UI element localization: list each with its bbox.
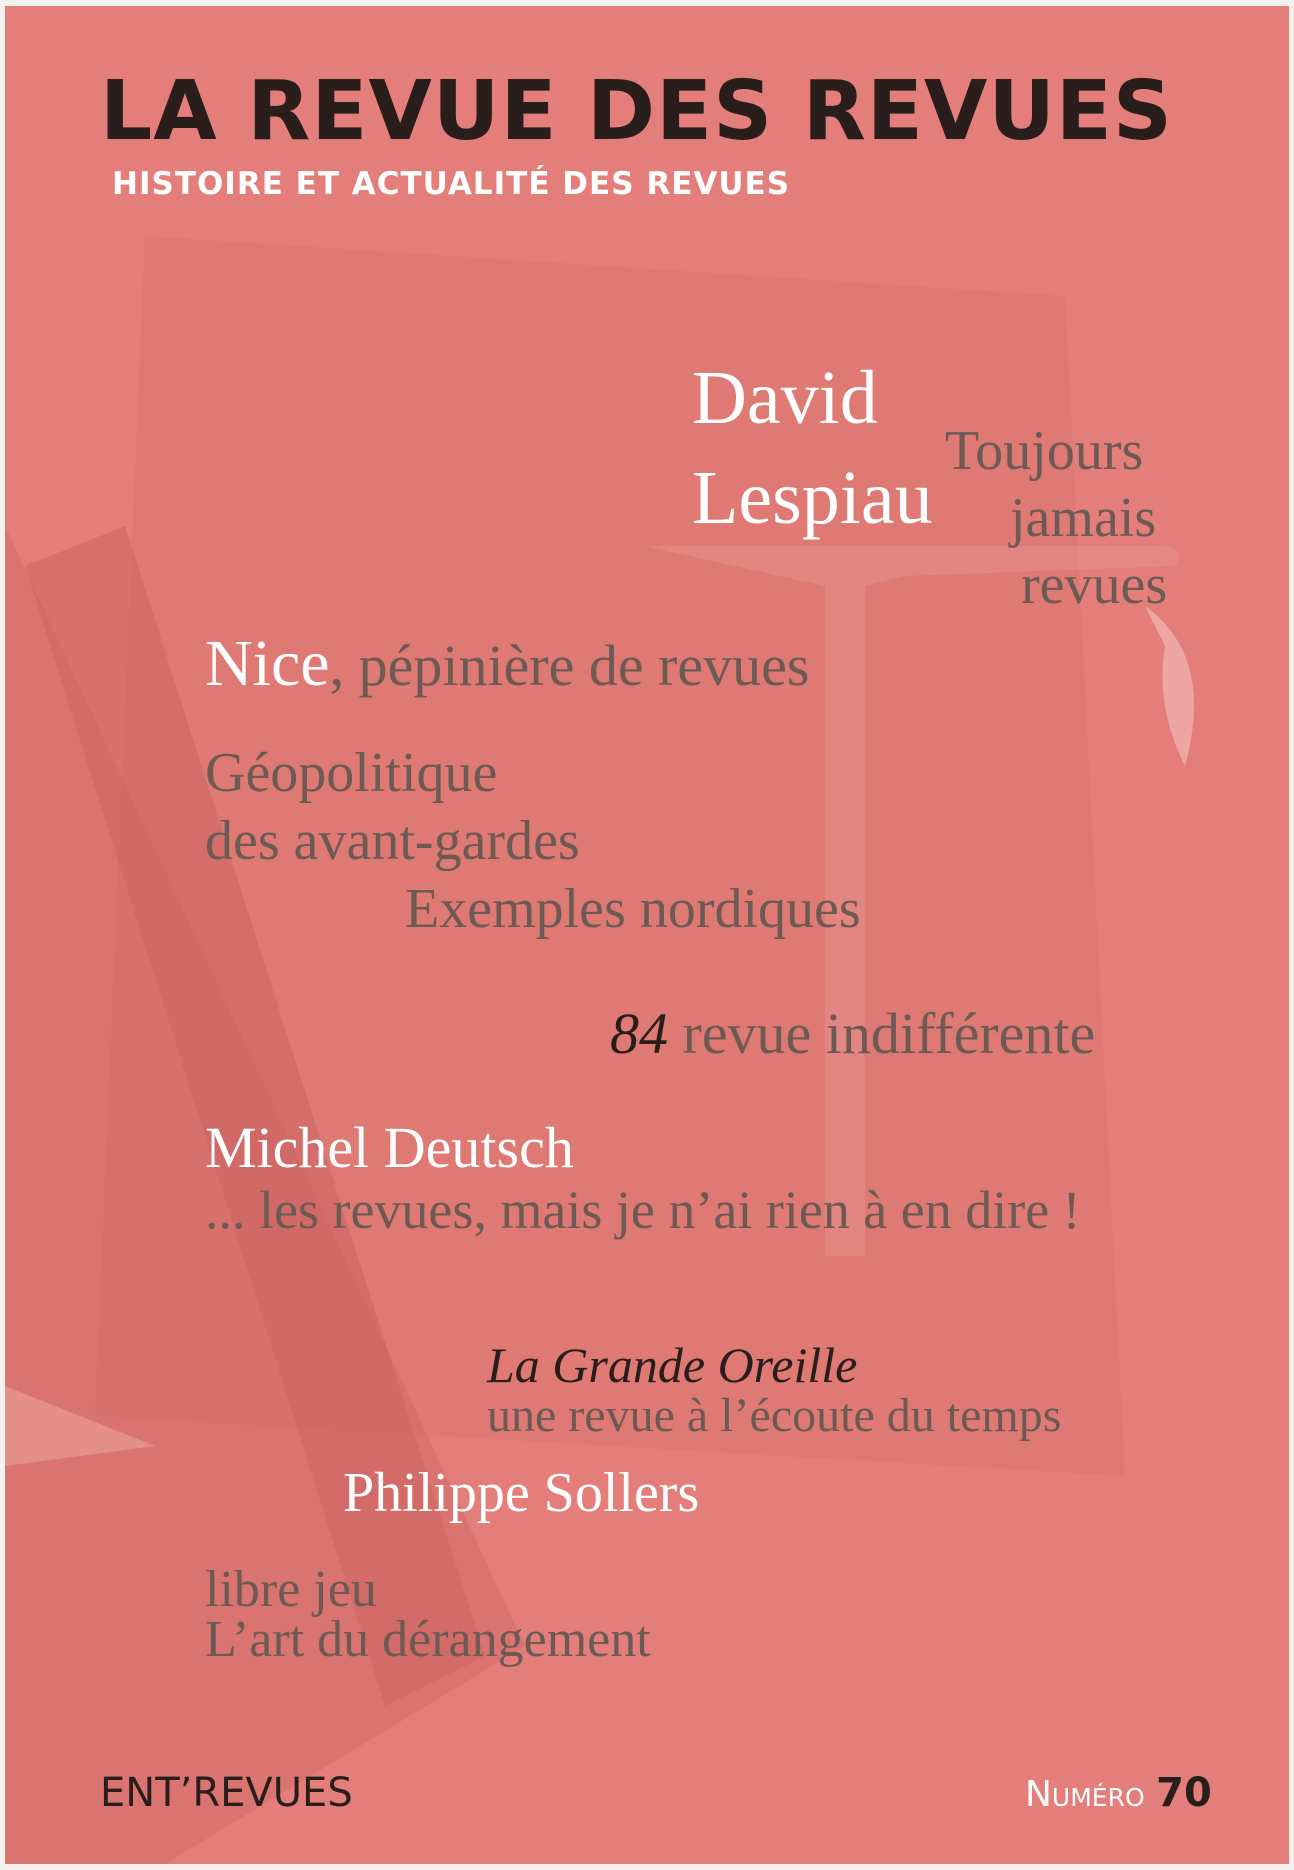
headline-84-rest: revue indifférente bbox=[668, 1001, 1096, 1066]
footer-issue-label: Numéro bbox=[1025, 1774, 1145, 1815]
headline-nice bbox=[205, 626, 809, 704]
headline-geo-1: Géopolitique bbox=[205, 742, 498, 804]
headline-lespiau-last: Lespiau bbox=[692, 456, 933, 540]
headline-oreille-sub: une revue à l’écoute du temps bbox=[487, 1389, 1062, 1442]
headline-geo-3: Exemples nordiques bbox=[405, 878, 861, 940]
headline-oreille-title: La Grande Oreille bbox=[487, 1337, 858, 1393]
headline-lespiau-sub-2: jamais bbox=[1010, 487, 1157, 549]
headline-lespiau-sub-1: Toujours bbox=[945, 420, 1144, 482]
headline-84 bbox=[610, 1001, 1095, 1067]
footer-publisher: ENT’REVUES bbox=[100, 1770, 353, 1816]
headline-deutsch-quote: ... les revues, mais je n’ai rien à en dire ! bbox=[205, 1180, 1081, 1240]
headline-libre-1: libre jeu bbox=[205, 1561, 377, 1618]
footer-issue-number: 70 bbox=[1156, 1770, 1212, 1816]
headline-nice-name: Nice bbox=[205, 627, 330, 700]
magazine-cover bbox=[5, 6, 1289, 1864]
masthead-subtitle: HISTOIRE ET ACTUALITÉ DES REVUES bbox=[112, 166, 791, 202]
headline-lespiau-first: David bbox=[692, 356, 878, 440]
headline-sollers: Philippe Sollers bbox=[343, 1462, 700, 1524]
headline-deutsch-name: Michel Deutsch bbox=[205, 1115, 574, 1180]
masthead-title: LA REVUE DES REVUES bbox=[100, 64, 1173, 159]
headline-libre-2: L’art du dérangement bbox=[205, 1611, 651, 1668]
footer-issue bbox=[1025, 1769, 1212, 1819]
headline-geo-2: des avant-gardes bbox=[205, 810, 580, 872]
headline-84-number: 84 bbox=[610, 1001, 668, 1066]
headline-nice-rest: , pépinière de revues bbox=[329, 633, 810, 698]
headline-lespiau-sub-3: revues bbox=[1021, 554, 1168, 616]
